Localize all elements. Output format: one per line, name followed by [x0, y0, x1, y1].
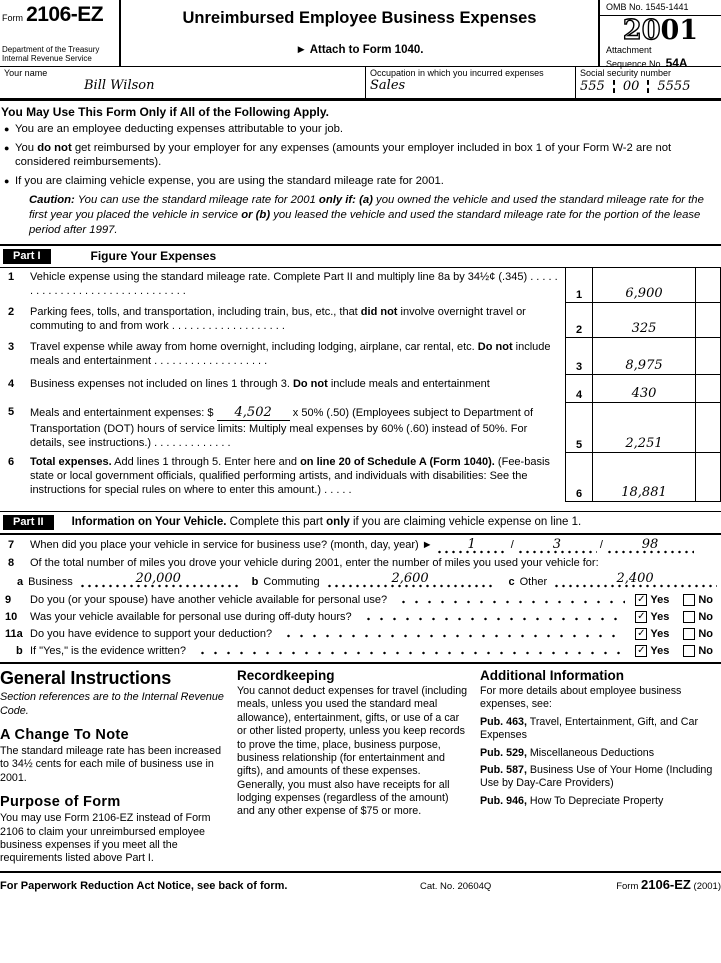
irs-line: Internal Revenue Service — [2, 54, 92, 64]
paperwork-notice: For Paperwork Reduction Act Notice, see back of form. — [0, 880, 288, 893]
form-word: Form — [2, 13, 23, 23]
pub-587 — [480, 764, 721, 791]
question11b-number: b — [16, 645, 23, 658]
line4-amount[interactable]: 430 — [631, 385, 657, 401]
tax-year — [600, 17, 721, 44]
pub-ref: Pub. 587, — [480, 763, 527, 776]
line4-text: Business expenses not included on lines 1 through 3. Do not include meals and entertainment — [30, 377, 490, 390]
check-icon: ✓ — [637, 594, 646, 606]
line6-boxes — [565, 453, 721, 502]
ssn-part3[interactable]: 5555 — [657, 79, 691, 94]
occupation-cell — [365, 67, 575, 98]
line1-box-number: 1 — [565, 268, 593, 302]
date-separator: / — [599, 538, 603, 551]
line2-label — [0, 303, 565, 338]
form-number-line — [2, 3, 117, 27]
line7-row — [0, 535, 721, 554]
attachment-label: Attachment — [606, 45, 652, 55]
commuting-miles-label: Commuting — [263, 576, 320, 589]
line2-text: Parking fees, tolls, and transportation, including train, bus, etc., that did not involve overnight travel or commuting to and from work . . . . . . . . . . . . . . . . . . . — [30, 305, 526, 333]
part2-title: Information on Your Vehicle. Complete this part only if you are claiming vehicle expense on line 1. — [71, 516, 582, 529]
part1-badge: Part I — [3, 249, 51, 264]
line1-row — [0, 268, 721, 303]
no-label: No — [698, 611, 713, 624]
part2-section — [0, 535, 721, 658]
line1-amount[interactable]: 6,900 — [625, 285, 663, 301]
line2-row — [0, 303, 721, 338]
part1-table — [0, 268, 721, 502]
line4-row — [0, 375, 721, 403]
occupation-label: Occupation in which you incurred expenses — [370, 68, 544, 78]
line4-boxes — [565, 375, 721, 403]
no-label: No — [698, 594, 713, 607]
commuting-miles-field[interactable]: 2,600 — [326, 572, 495, 588]
q11a-no-checkbox[interactable] — [683, 628, 695, 640]
question11a-number: 11a — [5, 628, 23, 641]
footer-form-number: 2106-EZ — [641, 877, 691, 893]
line7-label: When did you place your vehicle in service for business use? (month, day, year) ► — [30, 538, 433, 551]
question11b-label: If "Yes," is the evidence written? — [30, 645, 186, 658]
form-id-block — [0, 0, 121, 66]
line8a-letter: a — [17, 576, 24, 589]
dept-treasury: Department of the Treasury — [2, 44, 100, 54]
line3-label — [0, 338, 565, 375]
change-to-note-text: The standard mileage rate has been increased to 34½ cents for each mile of business use in 2001. — [0, 745, 222, 784]
date-separator: / — [510, 538, 514, 551]
additional-information-heading: Additional Information — [480, 668, 624, 684]
business-miles-label: Business — [28, 576, 73, 589]
instructions-section — [0, 662, 721, 868]
ssn-cell — [575, 67, 721, 98]
eligibility-bullet-2 — [1, 141, 720, 170]
line3-box-number: 3 — [565, 338, 593, 374]
line1-cents[interactable] — [695, 268, 721, 302]
pub-title: How To Depreciate Property — [526, 794, 664, 807]
question9-label: Do you (or your spouse) have another vehicle available for personal use? — [30, 594, 388, 607]
omb-block — [598, 0, 721, 71]
ssn-separator — [613, 80, 615, 93]
purpose-of-form-heading: Purpose of Form — [0, 794, 121, 811]
line5-amount[interactable]: 2,251 — [625, 435, 663, 451]
change-to-note-heading: A Change To Note — [0, 727, 129, 743]
footer-form-id — [550, 877, 721, 892]
q9-yes-checkbox[interactable] — [635, 594, 647, 606]
line6-amount[interactable]: 18,881 — [621, 484, 667, 500]
line2-cents[interactable] — [695, 303, 721, 337]
check-icon: ✓ — [637, 628, 646, 640]
part2-badge: Part II — [3, 515, 54, 530]
name-cell — [0, 67, 365, 98]
line8b-letter: b — [251, 576, 259, 589]
yes-label: Yes — [650, 594, 670, 607]
caution-note: Caution: You can use the standard mileage rate for 2001 only if: (a) you owned the vehicle and used the standard mileage rate for the first year you placed the vehicle in service or (b) you leased the vehicle and used the standard mileage rate for the portion of the lease period after 1997. — [29, 193, 704, 236]
line6-label — [0, 453, 565, 502]
bullet-text: If you are claiming vehicle expense, you are using the standard mileage rate for 2001. — [15, 175, 444, 188]
dot-leader — [362, 609, 626, 621]
line1-text: Vehicle expense using the standard mileage rate. Complete Part II and multiply line 8a by 34½¢ (.345) . . . . . . . . . . . . . . . . . . . . . . . . . . . . . . . — [30, 270, 558, 298]
line4-number: 4 — [8, 377, 15, 390]
line5-number: 5 — [8, 405, 15, 418]
recordkeeping-text: You cannot deduct expenses for travel (including meals, unless you used the standard meal allowance), entertainment, gifts, or use of a car or other listed property, unless you keep records to prove the time, place, business purpose, business relationship (for entertainment and gifts), and amounts of these expenses. Generally, you must also have receipts for all lodging expenses (regardless of the amount) and any other expense of $75 or more. — [237, 685, 468, 818]
line6-number: 6 — [8, 455, 15, 468]
pub-title: Travel, Entertainment, Gift, and Car Expenses — [480, 715, 699, 742]
year-outline-digits: 20 — [622, 15, 661, 46]
line1-label — [0, 268, 565, 303]
part2-heading — [0, 511, 721, 535]
sequence-number: 54A — [665, 56, 688, 71]
eligibility-bullet-3 — [1, 174, 720, 189]
line6-box-number: 6 — [565, 453, 593, 501]
eligibility-heading: You May Use This Form Only if All of the Following Apply. — [1, 105, 330, 119]
question11b-row — [0, 641, 721, 658]
dot-leader — [196, 643, 625, 655]
line8-row — [0, 554, 721, 570]
q10-no-checkbox[interactable] — [683, 611, 695, 623]
form-header — [0, 0, 721, 71]
part1-heading — [0, 244, 721, 268]
business-miles-field[interactable]: 20,000 — [79, 572, 238, 588]
q11b-yes-checkbox[interactable] — [635, 645, 647, 657]
form-number: 2106-EZ — [26, 3, 104, 26]
section-references-note: Section references are to the Internal Revenue Code. — [0, 691, 224, 717]
ssn-field[interactable] — [580, 79, 717, 94]
line8a-row — [0, 570, 721, 590]
pub-529 — [480, 747, 721, 760]
dot-leader — [397, 592, 625, 604]
form-footer — [0, 871, 721, 892]
question11a-label: Do you have evidence to support your deduction? — [30, 628, 273, 641]
line5-boxes — [565, 403, 721, 453]
no-label: No — [698, 628, 713, 641]
eligibility-section — [0, 101, 721, 238]
attach-instruction: ► Attach to Form 1040. — [295, 44, 424, 56]
additional-information-column — [480, 668, 721, 868]
line3-cents[interactable] — [695, 338, 721, 374]
ssn-part2[interactable]: 00 — [622, 79, 640, 94]
occupation-field[interactable]: Sales — [370, 78, 406, 93]
no-label: No — [698, 645, 713, 658]
pub-ref: Pub. 529, — [480, 746, 527, 759]
line4-cents[interactable] — [695, 375, 721, 402]
part1-title: Figure Your Expenses — [90, 249, 217, 264]
line7-number: 7 — [8, 538, 15, 551]
line5-cents[interactable] — [695, 403, 721, 452]
ssn-separator — [647, 80, 649, 93]
bullet-icon: ● — [4, 124, 10, 134]
line2-boxes — [565, 303, 721, 338]
dot-leader — [282, 626, 625, 638]
line2-box-number: 2 — [565, 303, 593, 337]
recordkeeping-heading: Recordkeeping — [237, 668, 335, 684]
question10-label: Was your vehicle available for personal use during off-duty hours? — [30, 611, 352, 624]
taxpayer-name-field[interactable]: Bill Wilson — [84, 78, 155, 93]
line6-row — [0, 453, 721, 502]
ssn-part1[interactable]: 555 — [580, 79, 605, 94]
agency-block — [2, 45, 117, 64]
year-solid-digits: 01 — [660, 15, 699, 46]
q9-no-checkbox[interactable] — [683, 594, 695, 606]
yes-label: Yes — [650, 645, 670, 658]
line6-cents[interactable] — [695, 453, 721, 501]
q11b-no-checkbox[interactable] — [683, 645, 695, 657]
additional-information-intro: For more details about employee business expenses, see: — [480, 685, 682, 711]
form-title-block — [121, 0, 598, 66]
line3-number: 3 — [8, 340, 15, 353]
pub-title: Miscellaneous Deductions — [526, 746, 655, 759]
check-icon: ✓ — [637, 611, 646, 623]
question10-number: 10 — [5, 611, 18, 624]
line8-number: 8 — [8, 556, 15, 569]
sequence-label: Sequence No. — [606, 59, 664, 70]
line6-text: Total expenses. Add lines 1 through 5. Enter here and on line 20 of Schedule A (Form 1040). (Fee-basis state or local government officials, qualified performing artists, and individuals with disabilities: See the instructions for special rules on where to enter this amount.) . . . . . — [30, 455, 550, 497]
other-miles-field[interactable]: 2,400 — [553, 572, 717, 588]
other-miles-label: Other — [519, 576, 548, 589]
line5-box-number: 5 — [565, 403, 593, 452]
question9-number: 9 — [5, 594, 12, 607]
line2-amount[interactable]: 325 — [631, 320, 657, 336]
line8c-letter: c — [508, 576, 515, 589]
purpose-of-form-text: You may use Form 2106-EZ instead of Form 2106 to claim your unreimbursed employee business expenses if you meet all the requirements listed above Part I. — [0, 812, 211, 865]
footer-form-year: (2001) — [693, 881, 721, 893]
general-instructions-column — [0, 668, 237, 868]
line3-boxes — [565, 338, 721, 375]
recordkeeping-column — [237, 668, 480, 868]
catalog-number: Cat. No. 20604Q — [420, 881, 492, 893]
page-title: Unreimbursed Employee Business Expenses — [182, 9, 537, 27]
pub-463 — [480, 716, 721, 743]
line5-prefix: Meals and entertainment expenses: $ — [30, 406, 214, 419]
line5-label — [0, 403, 565, 453]
general-instructions-heading: General Instructions — [0, 668, 172, 689]
q10-yes-checkbox[interactable] — [635, 611, 647, 623]
q11a-yes-checkbox[interactable] — [635, 628, 647, 640]
service-date-day[interactable]: 3 — [517, 538, 597, 554]
bullet-text: You do not get reimbursed by your employer for any expenses (amounts your employer included in box 1 of your Form W-2 are not considered reimbursements). — [15, 141, 672, 169]
line4-box-number: 4 — [565, 375, 593, 402]
bullet-icon: ● — [4, 176, 10, 187]
line3-text: Travel expense while away from home overnight, including lodging, airplane, car rental, etc. Do not include meals and entertainment . . . . . . . . . . . . . . . . . . . — [30, 340, 551, 368]
pub-ref: Pub. 946, — [480, 794, 527, 807]
eligibility-bullet-1 — [1, 122, 720, 137]
pub-title: Business Use of Your Home (Including Use by Day-Care Providers) — [480, 763, 713, 790]
pub-946 — [480, 795, 721, 808]
pub-ref: Pub. 463, — [480, 715, 527, 728]
check-icon: ✓ — [637, 645, 646, 657]
service-date-year[interactable]: 98 — [606, 538, 694, 554]
omb-number: OMB No. 1545-1441 — [600, 0, 721, 16]
yes-label: Yes — [650, 611, 670, 624]
bullet-text: You are an employee deducting expenses attributable to your job. — [15, 123, 344, 135]
line1-number: 1 — [8, 270, 15, 283]
question11a-row — [0, 624, 721, 641]
taxpayer-row — [0, 67, 721, 101]
line2-number: 2 — [8, 305, 15, 318]
line3-amount[interactable]: 8,975 — [625, 357, 663, 373]
line5-row — [0, 403, 721, 453]
yes-label: Yes — [650, 628, 670, 641]
footer-form-word: Form — [616, 881, 639, 893]
service-date-month[interactable]: 1 — [436, 538, 508, 554]
line1-boxes — [565, 268, 721, 303]
ssn-label: Social security number — [580, 68, 672, 78]
bullet-icon: ● — [4, 142, 10, 153]
line8-label: Of the total number of miles you drove your vehicle during 2001, enter the number of miles you used your vehicle for: — [30, 556, 599, 569]
line4-label — [0, 375, 565, 403]
meal-expenses-field[interactable]: 4,502 — [217, 405, 290, 421]
line3-row — [0, 338, 721, 375]
question9-row — [0, 590, 721, 607]
line5-text: x 50% (.50) (Employees subject to Department of Transportation (DOT) hours of service limits: Multiply meal expenses by 60% (.60) instead of 50%. For details, see instructions.) . . . . . . . . . . . . . — [30, 406, 534, 449]
question10-row — [0, 607, 721, 624]
name-label: Your name — [4, 68, 48, 78]
